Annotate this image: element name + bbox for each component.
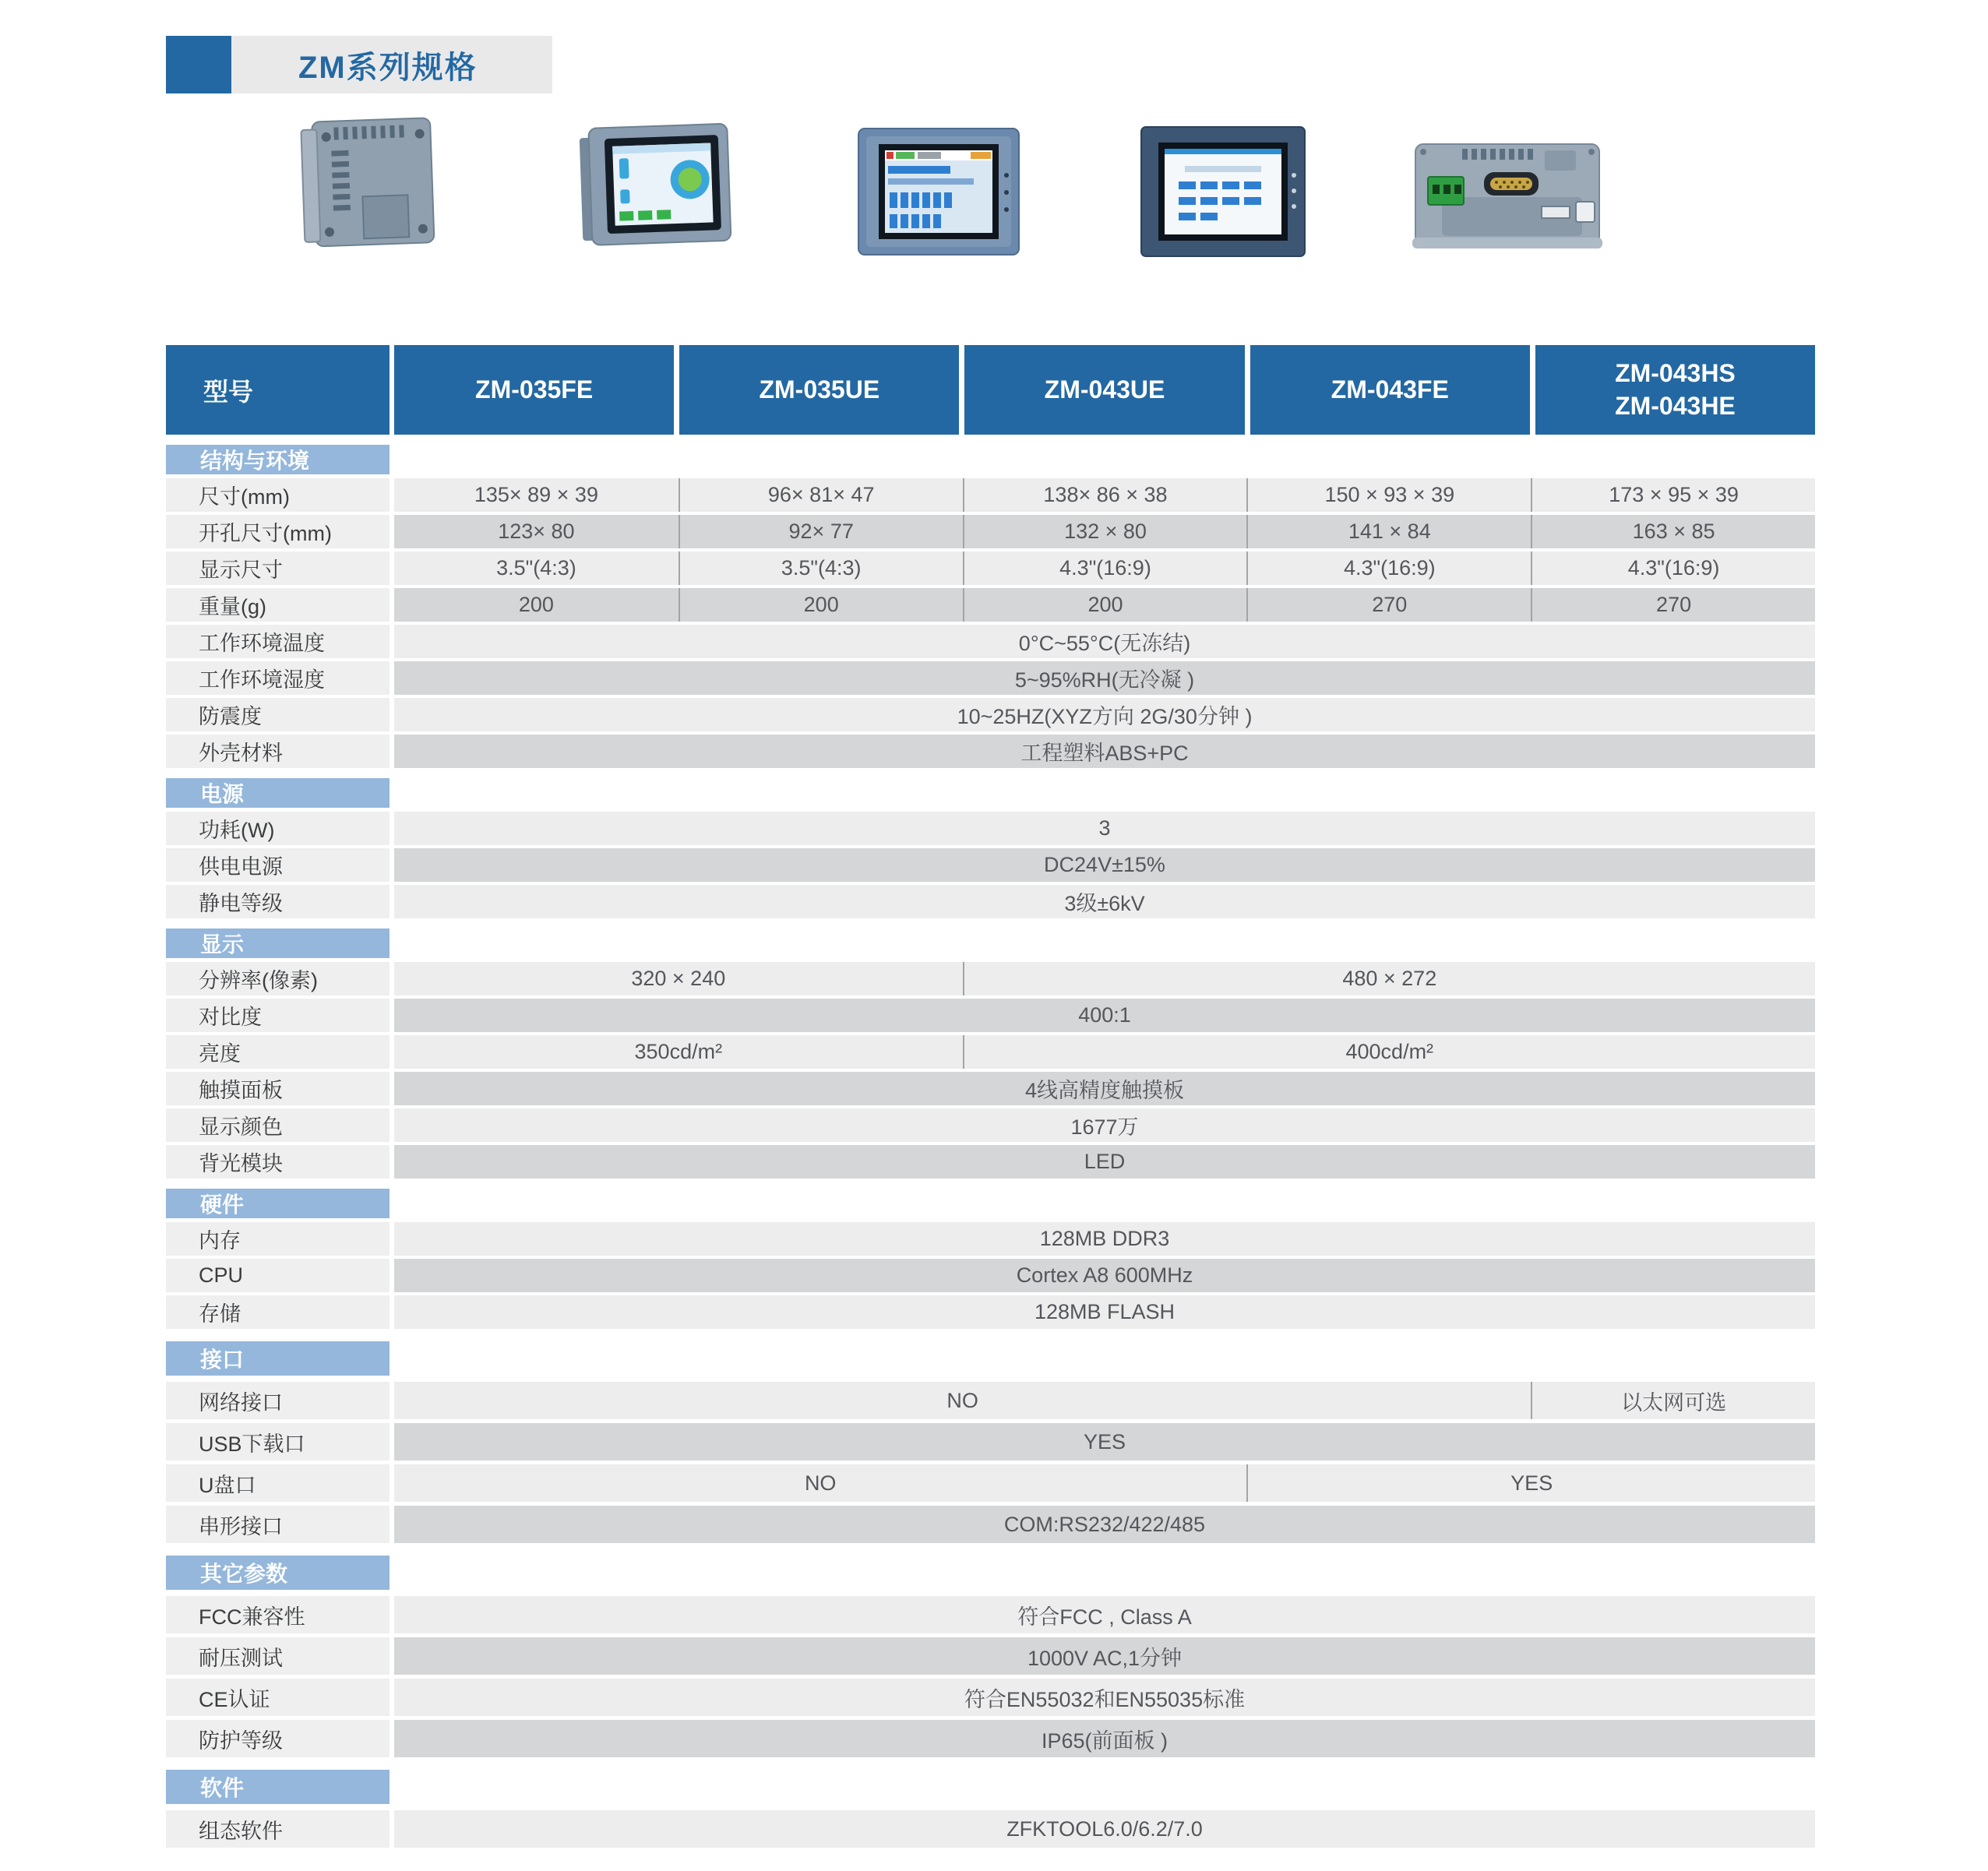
spec-row-label: 防护等级 (166, 1720, 394, 1757)
spec-row-values (394, 1108, 1815, 1142)
spec-row-label: 重量(g) (166, 588, 394, 622)
spec-value-cell: 128MB FLASH (394, 1295, 1815, 1329)
spec-value-cell: 符合EN55032和EN55035标准 (394, 1679, 1815, 1716)
spec-row-label: 开孔尺寸(mm) (166, 515, 394, 548)
spec-value-cell: 138× 86 × 38 (963, 478, 1247, 512)
section-header: 接口 (166, 1341, 394, 1376)
spec-row-values (394, 1072, 1815, 1105)
model-name: ZM-043UE (1044, 375, 1165, 403)
spec-value-cell: 工程塑料ABS+PC (394, 735, 1815, 768)
section-header: 显示 (166, 928, 394, 958)
spec-row (166, 1810, 1815, 1848)
spec-row-values (394, 1035, 1815, 1069)
spec-value-cell: 4.3"(16:9) (1531, 551, 1815, 585)
spec-value-cell: IP65(前面板 ) (394, 1720, 1815, 1757)
spec-value-cell: 200 (963, 588, 1247, 622)
spec-row-values (394, 885, 1815, 918)
spec-value-cell: 5~95%RH(无冷凝 ) (394, 661, 1815, 695)
spec-row (166, 1259, 1815, 1292)
spec-row-values (394, 588, 1815, 622)
spec-value-cell: COM:RS232/422/485 (394, 1506, 1815, 1543)
spec-value-cell: 4.3"(16:9) (1246, 551, 1531, 585)
spec-row-label: 背光模块 (166, 1145, 394, 1179)
model-header-cell (1250, 345, 1535, 435)
spec-value-cell: 以太网可选 (1531, 1382, 1815, 1419)
spec-row-label: CE认证 (166, 1679, 394, 1716)
spec-row-label: 防震度 (166, 698, 394, 731)
model-header-cell (679, 345, 964, 435)
spec-row-label: 静电等级 (166, 885, 394, 918)
spec-row-label: 分辨率(像素) (166, 962, 394, 995)
section-header: 硬件 (166, 1189, 394, 1218)
spec-value-cell: 4线高精度触摸板 (394, 1072, 1815, 1105)
spec-row (166, 1720, 1815, 1757)
spec-row-label: CPU (166, 1259, 394, 1292)
spec-value-cell: 10~25HZ(XYZ方向 2G/30分钟 ) (394, 698, 1815, 731)
spec-value-cell: ZFKTOOL6.0/6.2/7.0 (394, 1810, 1815, 1848)
spec-row (166, 848, 1815, 882)
spec-row (166, 1637, 1815, 1675)
spec-row (166, 698, 1815, 731)
spec-value-cell: 200 (394, 588, 679, 622)
spec-value-cell: 270 (1531, 588, 1815, 622)
spec-value-cell: NO (394, 1382, 1531, 1419)
spec-row-values (394, 551, 1815, 585)
spec-row-label: 功耗(W) (166, 812, 394, 845)
rear-view-device-icon (291, 109, 450, 265)
spec-row-values (394, 1423, 1815, 1461)
title-accent-square (166, 36, 231, 93)
spec-row-values (394, 848, 1815, 882)
spec-row (166, 515, 1815, 548)
spec-row (166, 962, 1815, 995)
spec-value-cell: 123× 80 (394, 515, 679, 548)
spec-row-values (394, 735, 1815, 768)
spec-row-label: 亮度 (166, 1035, 394, 1069)
spec-value-cell: 96× 81× 47 (679, 478, 963, 512)
spec-value-cell: 4.3"(16:9) (963, 551, 1247, 585)
spec-row (166, 625, 1815, 658)
spec-value-cell: 3 (394, 812, 1815, 845)
spec-row-values (394, 1596, 1815, 1633)
spec-value-cell: 1000V AC,1分钟 (394, 1637, 1815, 1675)
spec-row (166, 885, 1815, 918)
spec-value-cell: 0°C~55°C(无冻结) (394, 625, 1815, 658)
spec-row (166, 1423, 1815, 1461)
front-angled-device-icon (567, 109, 742, 265)
spec-row-label: 工作环境湿度 (166, 661, 394, 695)
model-name: ZM-043FE (1331, 375, 1449, 403)
spec-row-values (394, 661, 1815, 695)
spec-row-label: USB下载口 (166, 1423, 394, 1461)
spec-row (166, 478, 1815, 512)
section-header: 其它参数 (166, 1556, 394, 1590)
spec-row (166, 1506, 1815, 1543)
spec-row (166, 812, 1815, 845)
spec-value-cell: 132 × 80 (963, 515, 1247, 548)
model-header-cell (1535, 345, 1815, 435)
spec-row-values (394, 812, 1815, 845)
product-zm-043ue-front-image (797, 100, 1081, 265)
front-device-textured-icon (846, 121, 1031, 265)
spec-value-cell: 270 (1246, 588, 1531, 622)
section-header: 软件 (166, 1770, 394, 1804)
spec-row-values (394, 962, 1815, 995)
spec-row-values (394, 1222, 1815, 1256)
spec-value-cell: 150 × 93 × 39 (1246, 478, 1531, 512)
spec-row (166, 1382, 1815, 1419)
spec-row (166, 661, 1815, 695)
spec-value-cell: 480 × 272 (963, 962, 1815, 995)
spec-value-cell: 3.5"(4:3) (679, 551, 963, 585)
spec-value-cell: 320 × 240 (394, 962, 963, 995)
spec-row (166, 735, 1815, 768)
spec-row (166, 1222, 1815, 1256)
product-zm-043hs-rear-image (1365, 100, 1649, 265)
page-title-bar (166, 36, 552, 93)
spec-value-cell: Cortex A8 600MHz (394, 1259, 1815, 1292)
spec-row-label: 触摸面板 (166, 1072, 394, 1105)
model-header-cell (964, 345, 1250, 435)
spec-value-cell: 173 × 95 × 39 (1531, 478, 1815, 512)
product-zm-043fe-front-image (1080, 100, 1365, 265)
spec-row-label: 尺寸(mm) (166, 478, 394, 512)
spec-row-values (394, 1295, 1815, 1329)
spec-row-values (394, 1382, 1815, 1419)
spec-row-values (394, 515, 1815, 548)
spec-row-values (394, 1810, 1815, 1848)
spec-row (166, 1108, 1815, 1142)
title-band (231, 36, 552, 93)
spec-value-cell: 3级±6kV (394, 885, 1815, 918)
spec-value-cell: LED (394, 1145, 1815, 1179)
spec-row-label: 对比度 (166, 999, 394, 1032)
product-image-strip (228, 100, 1649, 265)
front-device-dark-frame-icon (1130, 121, 1316, 265)
section-header: 电源 (166, 778, 394, 808)
spec-row (166, 1145, 1815, 1179)
spec-row-label: FCC兼容性 (166, 1596, 394, 1633)
spec-row-values (394, 1679, 1815, 1716)
spec-value-cell: 163 × 85 (1531, 515, 1815, 548)
spec-row (166, 1464, 1815, 1502)
spec-value-cell: 400:1 (394, 999, 1815, 1032)
spec-row (166, 588, 1815, 622)
model-name: ZM-035UE (759, 375, 880, 403)
model-name: ZM-035FE (475, 375, 594, 403)
spec-row-values (394, 1259, 1815, 1292)
rear-ports-device-icon (1408, 129, 1607, 265)
spec-row-label: 内存 (166, 1222, 394, 1256)
spec-value-cell: 128MB DDR3 (394, 1222, 1815, 1256)
spec-row-label: 供电电源 (166, 848, 394, 882)
spec-row-label: U盘口 (166, 1464, 394, 1502)
spec-row-label: 组态软件 (166, 1810, 394, 1848)
spec-row-values (394, 1145, 1815, 1179)
spec-value-cell: 1677万 (394, 1108, 1815, 1142)
spec-row (166, 1295, 1815, 1329)
spec-row-values (394, 999, 1815, 1032)
spec-row-label: 耐压测试 (166, 1637, 394, 1675)
spec-row-label: 串形接口 (166, 1506, 394, 1543)
spec-value-cell: NO (394, 1464, 1246, 1502)
spec-row-label: 显示尺寸 (166, 551, 394, 585)
spec-row-label: 工作环境温度 (166, 625, 394, 658)
spec-value-cell: 3.5"(4:3) (394, 551, 679, 585)
spec-row-values (394, 1464, 1815, 1502)
product-zm-035fe-rear-image (228, 100, 513, 265)
product-zm-035ue-front-image (513, 100, 797, 265)
page-title: ZM系列规格 (298, 50, 478, 85)
spec-row-values (394, 625, 1815, 658)
spec-row (166, 999, 1815, 1032)
spec-value-cell: YES (1246, 1464, 1815, 1502)
spec-value-cell: 141 × 84 (1246, 515, 1531, 548)
model-header-row (166, 345, 1815, 435)
spec-row-values (394, 698, 1815, 731)
spec-row-label: 存储 (166, 1295, 394, 1329)
spec-table-body (166, 445, 1815, 1848)
spec-table (166, 345, 1815, 1852)
spec-row-values (394, 1637, 1815, 1675)
spec-row-label: 网络接口 (166, 1382, 394, 1419)
spec-value-cell: 135× 89 × 39 (394, 478, 679, 512)
spec-row (166, 1072, 1815, 1105)
spec-value-cell: DC24V±15% (394, 848, 1815, 882)
spec-row-values (394, 1720, 1815, 1757)
spec-row-label: 显示颜色 (166, 1108, 394, 1142)
spec-value-cell: 400cd/m² (963, 1035, 1815, 1069)
spec-value-cell: 符合FCC , Class A (394, 1596, 1815, 1633)
section-header: 结构与环境 (166, 445, 394, 474)
model-name: ZM-043HS (1615, 358, 1736, 387)
model-header-cell (394, 345, 679, 435)
spec-row (166, 1596, 1815, 1633)
spec-row (166, 551, 1815, 585)
spec-value-cell: 92× 77 (679, 515, 963, 548)
model-name: ZM-043HE (1615, 391, 1736, 420)
spec-row (166, 1679, 1815, 1716)
spec-row-values (394, 478, 1815, 512)
spec-value-cell: 350cd/m² (394, 1035, 963, 1069)
spec-value-cell: 200 (679, 588, 963, 622)
spec-row (166, 1035, 1815, 1069)
spec-row-label: 外壳材料 (166, 735, 394, 768)
spec-value-cell: YES (394, 1423, 1815, 1461)
spec-row-values (394, 1506, 1815, 1543)
model-header-label: 型号 (166, 345, 394, 435)
